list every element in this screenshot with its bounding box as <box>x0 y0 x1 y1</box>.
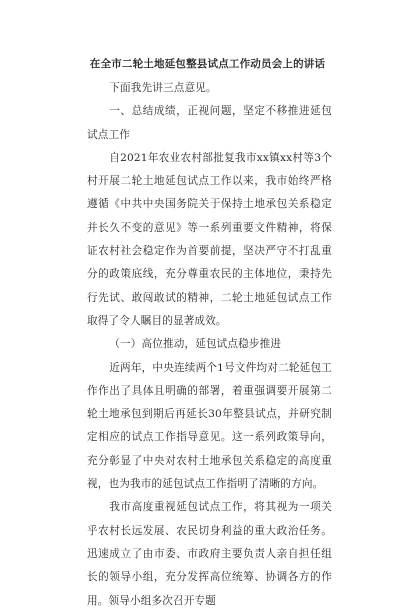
paragraph-central-policy: 近两年，中央连续两个1号文件均对二轮延包工作作出了具体且明确的部署，着重强调要开展第二轮土地承包到期后再延长30年整县试点，并研究制定相应的试点工作指导意见。这一系列政策导向，充分彰显了中央对农村土地承包关系稳定的高度重视，也为我市的延包试点工作指明了清晰的方向。 <box>87 361 332 491</box>
paragraph-city-leadership: 我市高度重视延包试点工作，将其视为一项关乎农村长远发展、农民切身利益的重大政治任务。迅速成立了由市委、市政府主要负责人亲自担任组长的领导小组，充分发挥高位统筹、协调各方的作用。领导小组多次召开专题 <box>87 501 332 607</box>
document-title: 在全市二轮土地延包整县试点工作动员会上的讲话 <box>89 58 326 70</box>
section-heading-one: 一、总结成绩，正视问题，坚定不移推进延包试点工作 <box>87 105 332 141</box>
subsection-heading-one: （一）高位推动，延包试点稳步推进 <box>109 338 282 351</box>
paragraph-background: 自2021年农业农村部批复我市xx镇xx村等3个村开展二轮土地延包试点工作以来，我市始终严格遵循《中共中央国务院关于保持土地承包关系稳定并长久不变的意见》等一系列重要文件精神，将保证农村社会稳定作为首要前提，坚决严守不打乱重分的政策底线，充分尊重农民的主体地位，秉持先行先试、敢闯敢试的精神，二轮土地延包试点工作取得了令人瞩目的显著成效。 <box>87 151 332 327</box>
paragraph-intro: 下面我先讲三点意见。 <box>109 82 217 94</box>
